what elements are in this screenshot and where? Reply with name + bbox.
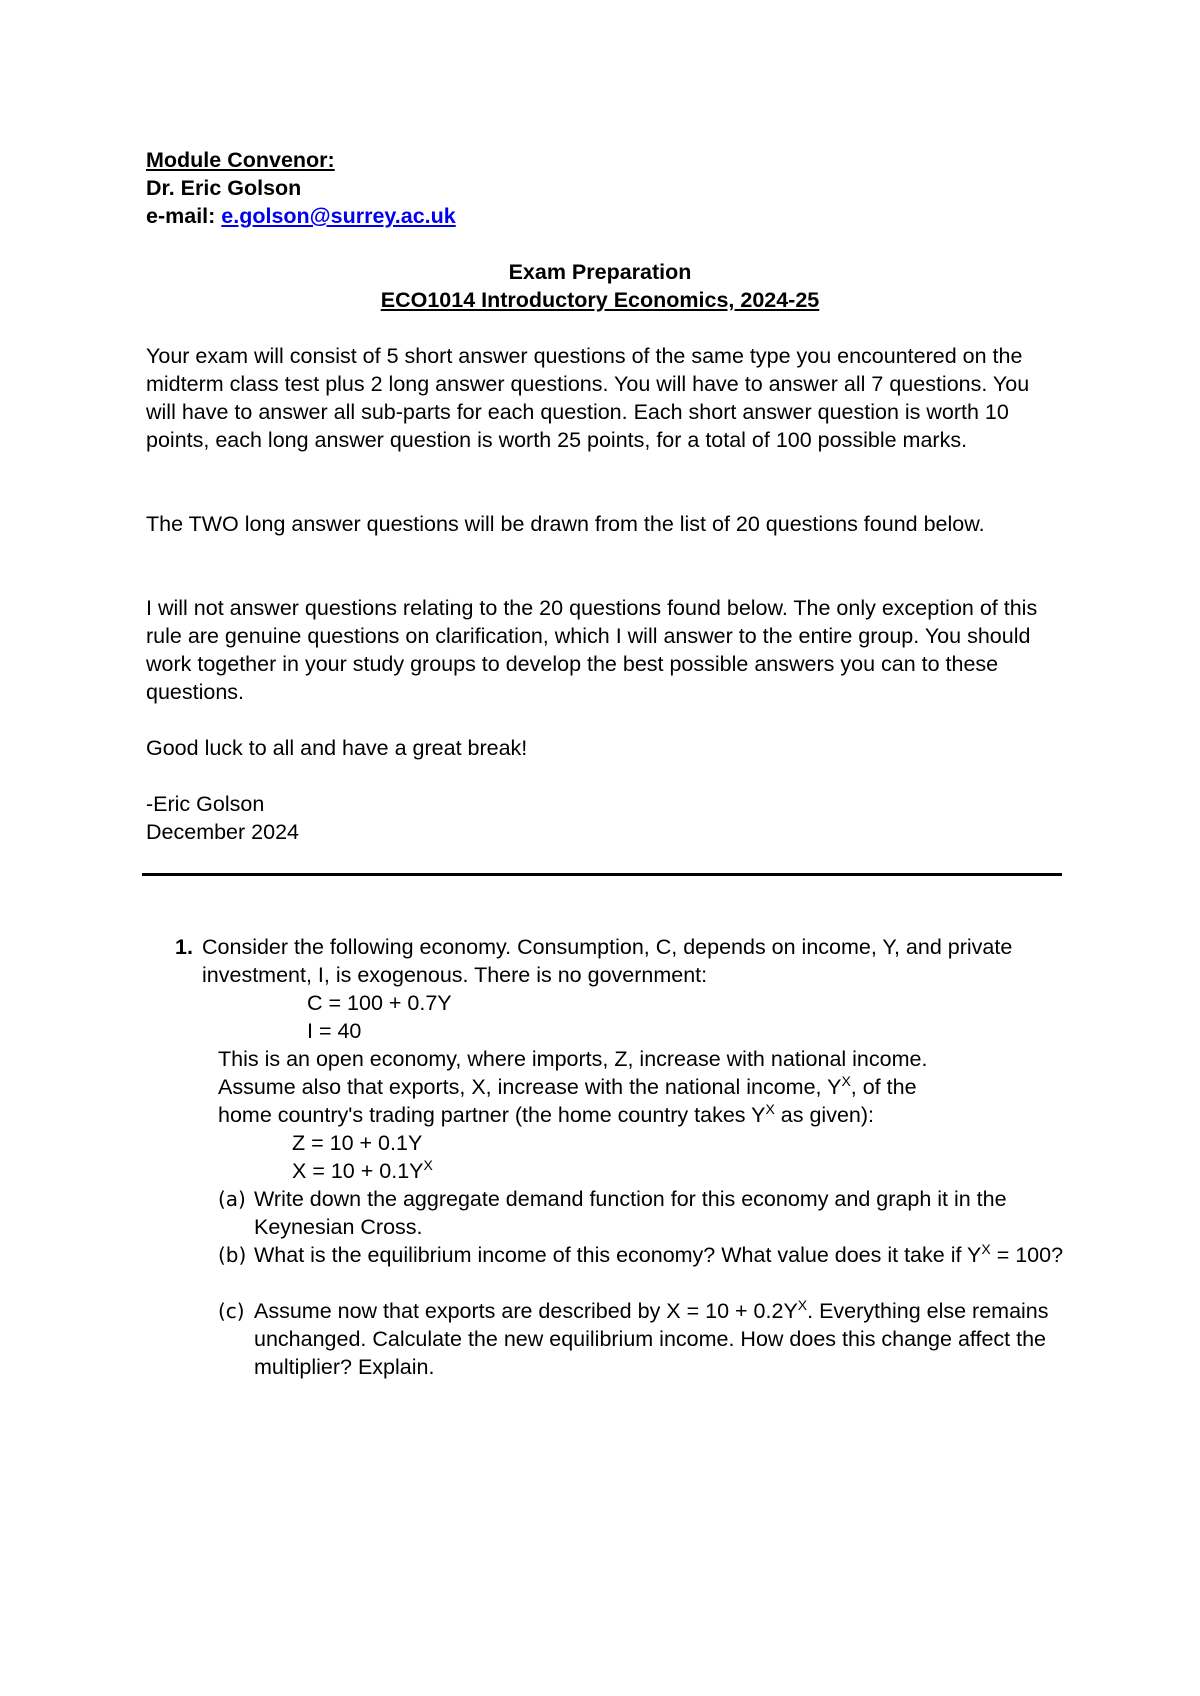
question-number: 1. xyxy=(175,935,193,959)
equation-investment: I = 40 xyxy=(307,1019,362,1043)
intro-paragraph-2: The TWO long answer questions will be drawn from the list of 20 questions found below. xyxy=(146,512,985,536)
title-block xyxy=(0,258,1200,314)
convenor-label: Module Convenor: xyxy=(146,148,335,172)
sub-question-text: What is the equilibrium income of this economy? What value does it take if $Y^X = 100$? xyxy=(254,1241,1064,1267)
intro-paragraph-4: Good luck to all and have a great break! xyxy=(146,736,528,760)
intro-paragraph-1: Your exam will consist of 5 short answer questions of the same type you encountered on the midterm class test plus 2 long answer questions. You will have to answer all 7 questions. You will have to answer all sub-parts for each question. Each short answer question is worth 10 points, each long answer question is worth 25 points, for a total of 100 possible marks. xyxy=(146,344,1030,452)
question-text: Consider the following economy. Consumption, C, depends on income, Y, and private investment, I, is exogenous. There is no government: xyxy=(202,935,1013,987)
open-economy-line-1: This is an open economy, where imports, Z, increase with national income. xyxy=(218,1047,928,1071)
email-link[interactable]: e.golson@surrey.ac.uk xyxy=(221,204,456,228)
page-title: Exam Preparation xyxy=(508,260,692,284)
section-divider xyxy=(142,873,1062,876)
sub-question-label: (a) xyxy=(218,1187,246,1211)
equation-consumption: C = 100 + 0.7Y xyxy=(307,991,452,1015)
equation-exports: $X = 10 + 0.1Y^X$ xyxy=(292,1157,433,1183)
sub-question-label: (b) xyxy=(218,1243,247,1267)
sub-question-text: Assume now that exports are described by $X = 10 + 0.2Y^X$. Everything else remains unchanged. Calculate the new equilibrium income. How does this change affect the multiplier? Explain. xyxy=(254,1297,1049,1379)
sub-question-label: (c) xyxy=(218,1299,245,1323)
open-economy-line-3: home country's trading partner (the home country takes $Y^X$ as given): xyxy=(218,1101,874,1127)
email-label: e-mail: xyxy=(146,204,222,228)
signature-date: December 2024 xyxy=(146,820,299,844)
convenor-name: Dr. Eric Golson xyxy=(146,176,302,200)
email-row xyxy=(146,202,456,230)
equation-imports: Z = 10 + 0.1Y xyxy=(292,1131,423,1155)
signature: -Eric Golson xyxy=(146,792,265,816)
sub-question-text: Write down the aggregate demand function for this economy and graph it in the Keynesian Cross. xyxy=(254,1187,1007,1239)
course-title: ECO1014 Introductory Economics, 2024-25 xyxy=(380,288,820,312)
intro-paragraph-3: I will not answer questions relating to the 20 questions found below. The only exception of this rule are genuine questions on clarification, which I will answer to the entire group. You should work together in your study groups to develop the best possible answers you can to these questions. xyxy=(146,596,1038,704)
convenor-block xyxy=(146,146,456,230)
open-economy-line-2: Assume also that exports, X, increase with the national income, $Y^X$, of the xyxy=(218,1073,917,1099)
